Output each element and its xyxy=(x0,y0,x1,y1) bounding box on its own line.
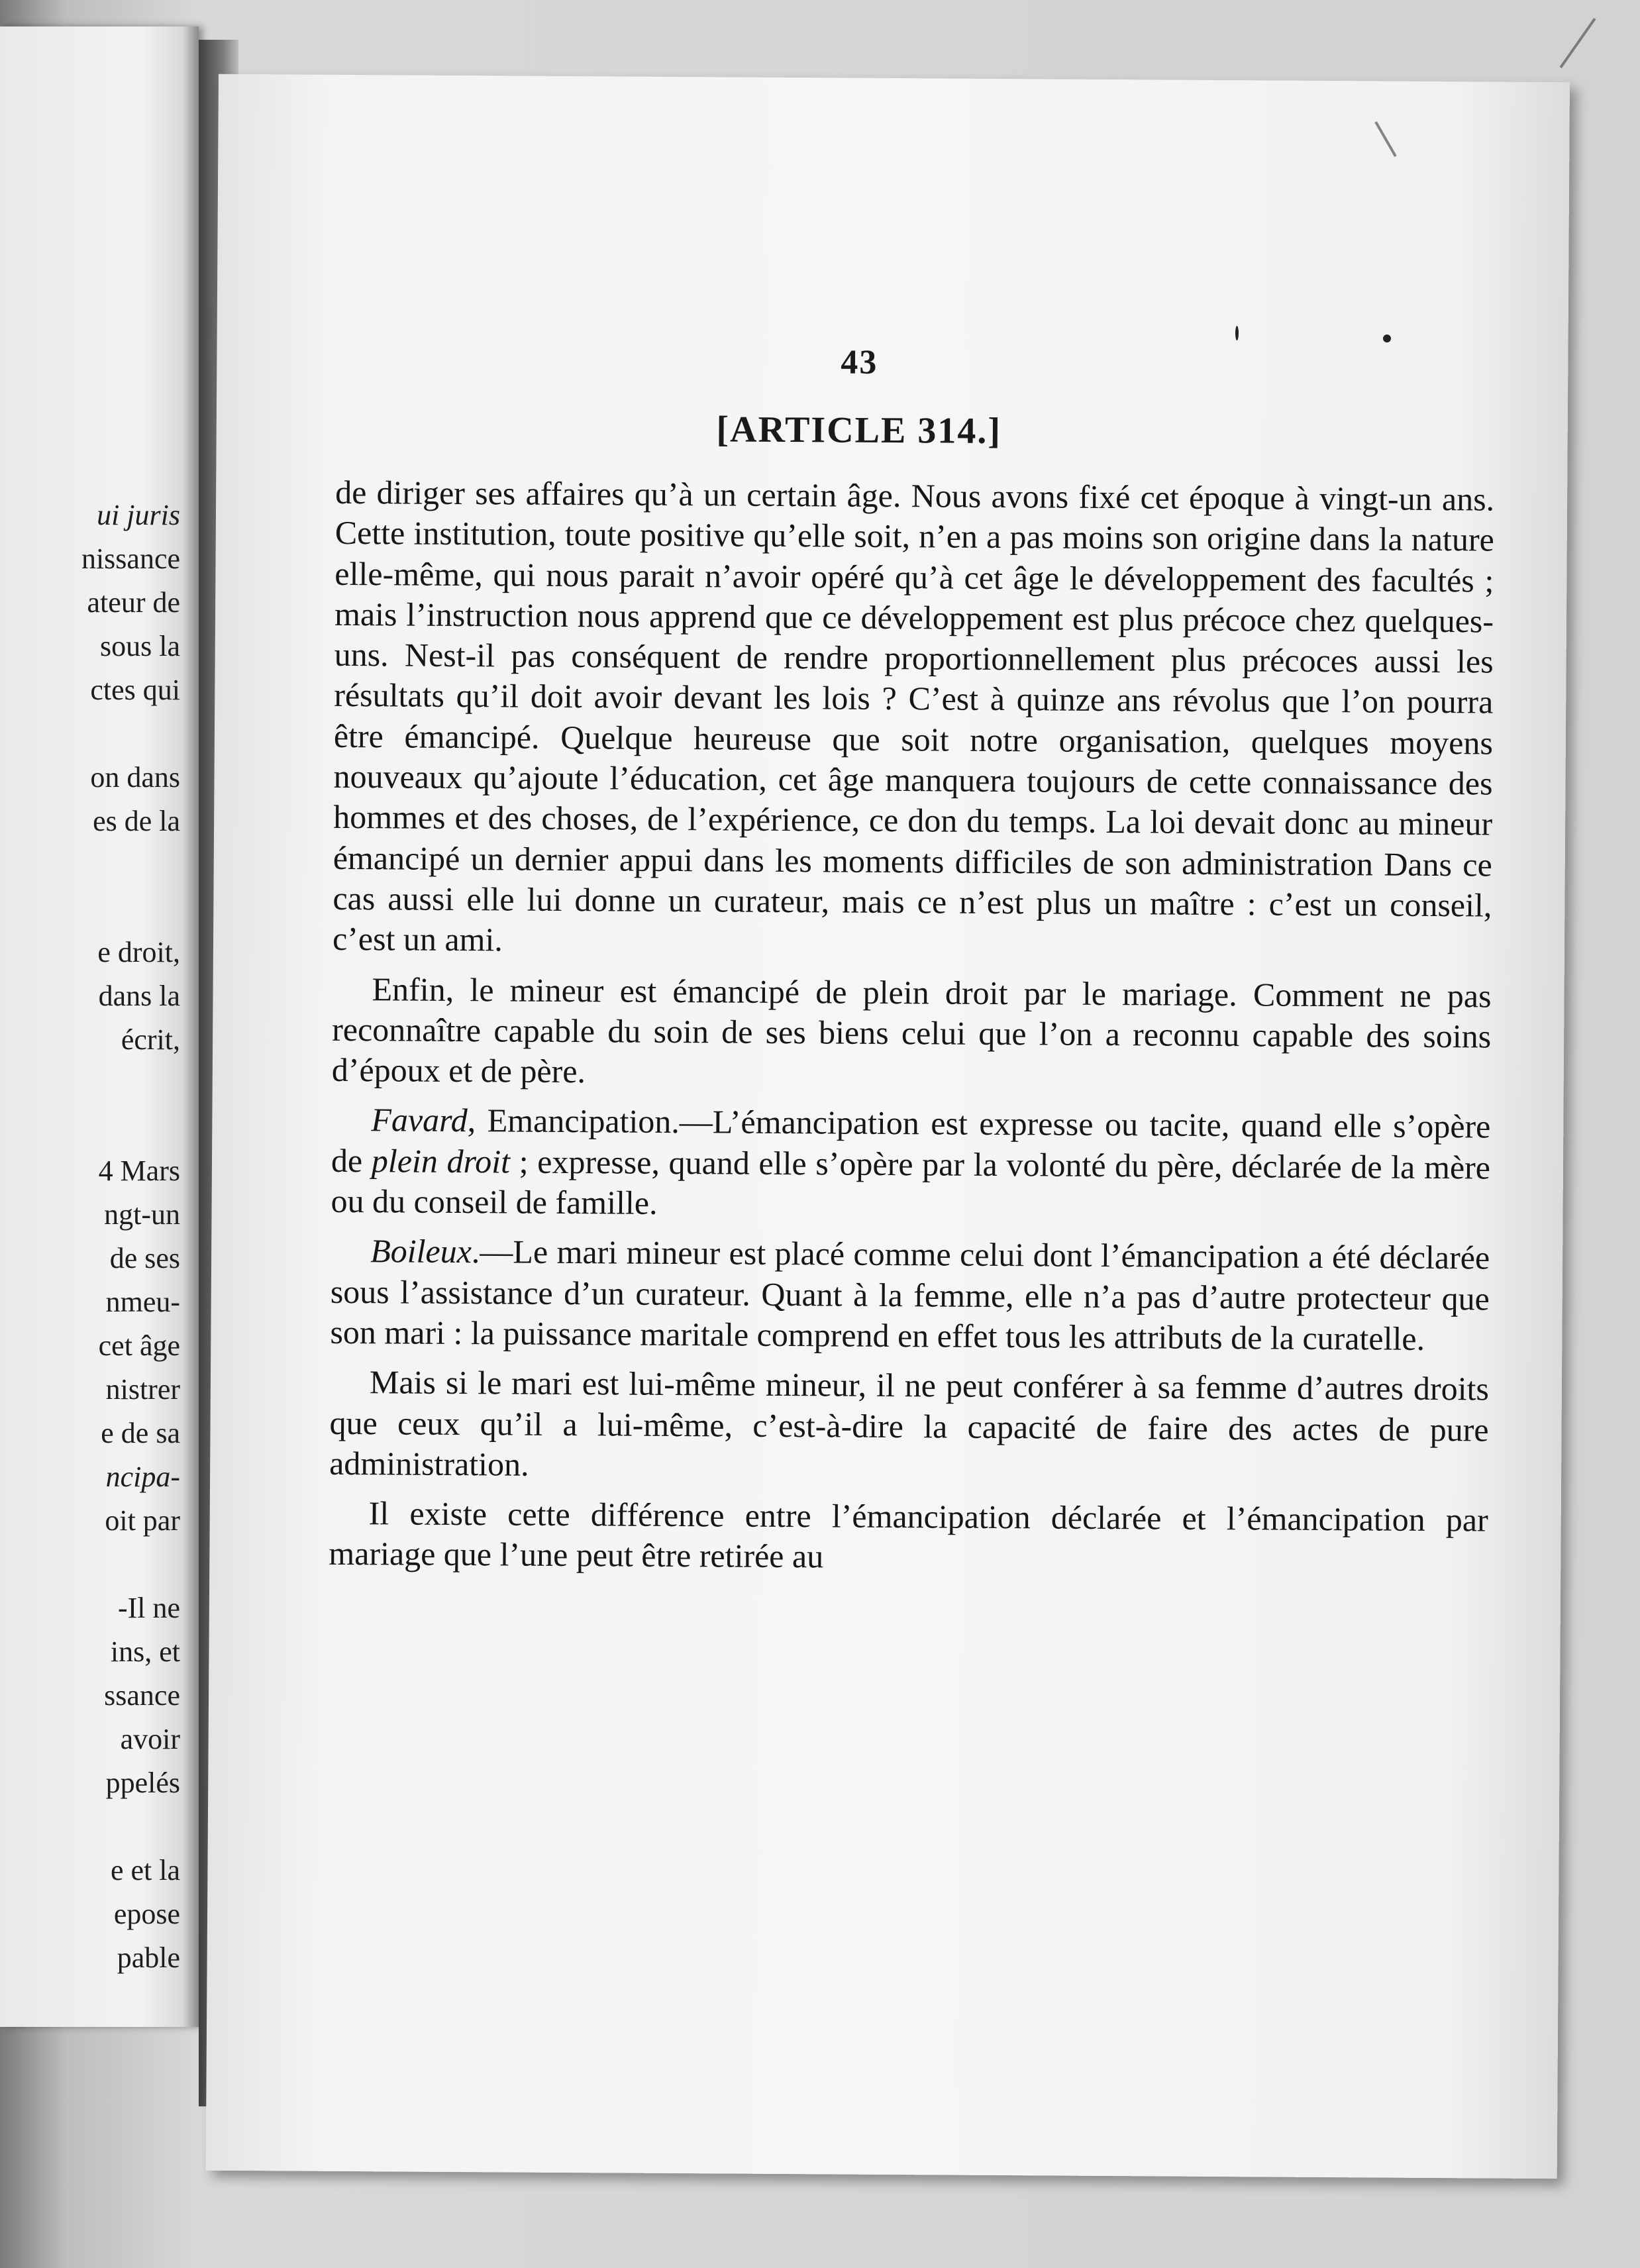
left-page-line: ctes qui xyxy=(90,674,180,706)
left-page-line xyxy=(0,843,180,887)
text-segment: .—Le mari mineur est placé comme celui dont l’émancipation a été déclarée sous l’assistance d’un curateur. Quant à la femme, elle n’a pas d’autre protecteur que son mari : la puissance maritale comprend en effet tous les attributs de la curatelle. xyxy=(330,1233,1490,1357)
left-page-line: oit par xyxy=(105,1504,180,1537)
left-page-line: écrit, xyxy=(121,1023,180,1056)
body-paragraph xyxy=(329,1362,1489,1491)
body-paragraph xyxy=(333,472,1494,966)
left-page-line: pable xyxy=(117,1941,180,1974)
body-paragraph xyxy=(332,968,1492,1098)
page-body-text xyxy=(329,472,1494,1590)
left-page-line: ateur de xyxy=(87,586,180,619)
left-page-line: ui juris xyxy=(97,499,180,531)
body-paragraph xyxy=(329,1493,1488,1581)
left-page-line: on dans xyxy=(90,761,180,794)
left-page-line: ppelés xyxy=(105,1767,180,1799)
scan-speck xyxy=(1383,335,1391,342)
text-segment: , Emancipation.—L’émancipation est expresse ou tacite, quand elle s’opère de xyxy=(331,1102,1491,1179)
left-page-line xyxy=(0,1062,180,1106)
left-page-text-column xyxy=(0,493,180,1980)
left-page-line xyxy=(0,1543,180,1586)
left-page-line: e et la xyxy=(110,1854,180,1886)
left-page-line xyxy=(0,1805,180,1849)
left-page-line: avoir xyxy=(120,1723,180,1755)
left-facing-page xyxy=(0,26,199,2027)
left-page-line: es de la xyxy=(93,805,180,837)
running-head: [ARTICLE 314.] xyxy=(716,409,1002,452)
left-page-line: nissance xyxy=(81,542,180,575)
left-page-line: nmeu- xyxy=(105,1286,180,1318)
left-page-line: sous la xyxy=(100,630,180,662)
text-segment: ; expresse, quand elle s’opère par la volonté du père, déclarée de la mère ou du conseil de famille. xyxy=(331,1143,1491,1221)
text-segment: Mais si le mari est lui-même mineur, il ne peut conférer à sa femme d’autres droits que ceux qu’il a lui-même, c’est-à-dire la capacité de faire des actes de pure administration. xyxy=(329,1363,1490,1483)
left-page-line: ncipa- xyxy=(105,1461,180,1493)
left-page-line: ins, et xyxy=(110,1635,180,1668)
left-page-line: e droit, xyxy=(97,936,180,968)
left-page-line: epose xyxy=(113,1898,180,1930)
left-page-line: cet âge xyxy=(98,1329,180,1362)
left-page-line xyxy=(0,887,180,931)
text-segment: Il existe cette différence entre l’émancipation déclarée et l’émancipation par mariage que l’une peut être retirée au xyxy=(329,1494,1488,1575)
left-page-line: nistrer xyxy=(105,1373,180,1406)
body-paragraph xyxy=(331,1100,1490,1229)
text-segment: Enfin, le mineur est émancipé de plein droit par le mariage. Comment ne pas reconnaître capable du soin de ses biens celui que l’on a reconnu capable des soins d’époux et de père. xyxy=(331,970,1492,1090)
text-segment: de diriger ses affaires qu’à un certain âge. Nous avons fixé cet époque à vingt-un ans. Cette institution, toute positive qu’elle soit, n’en a pas moins son origine dans la nature elle-même, qui nous parait n’avoir opéré qu’à cet âge le développement des facultés ; mais l’instruction nous apprend que ce développement est plus précoce chez quelques-uns. Nest-il pas conséquent de rendre proportionnellement plus précoces aussi les résultats qu’il doit avoir devant les lois ? C’est à quinze ans révolus que l’on pourra être émancipé. Quelque heureuse que soit notre organisation, quelques moyens nouveaux qu’ajoute l’éducation, cet âge manquera toujours de cette connaissance des hommes et des choses, de l’expérience, ce don du temps. La loi devait donc au mineur émancipé un dernier appui dans les moments difficiles de son administration Dans ce cas aussi elle lui donne un curateur, mais ce n’est plus un maître : c’est un conseil, c’est un ami. xyxy=(332,473,1495,958)
italic-text-segment: plein droit xyxy=(371,1141,511,1180)
left-page-line: de ses xyxy=(109,1242,180,1274)
book-page xyxy=(206,74,1570,2179)
left-page-line: dans la xyxy=(98,980,180,1012)
left-page-line xyxy=(0,1106,180,1149)
left-page-line: ngt-un xyxy=(104,1198,180,1231)
left-page-line: ssance xyxy=(104,1679,180,1712)
left-page-line xyxy=(0,712,180,756)
italic-text-segment: Boileux xyxy=(370,1232,472,1270)
scan-speck xyxy=(1235,326,1239,340)
body-paragraph xyxy=(330,1231,1490,1360)
left-page-line: 4 Mars xyxy=(98,1155,180,1187)
italic-text-segment: Favard xyxy=(371,1101,468,1139)
page-number: 43 xyxy=(841,343,878,382)
left-page-line: -Il ne xyxy=(117,1592,180,1624)
left-page-line: e de sa xyxy=(101,1417,180,1449)
